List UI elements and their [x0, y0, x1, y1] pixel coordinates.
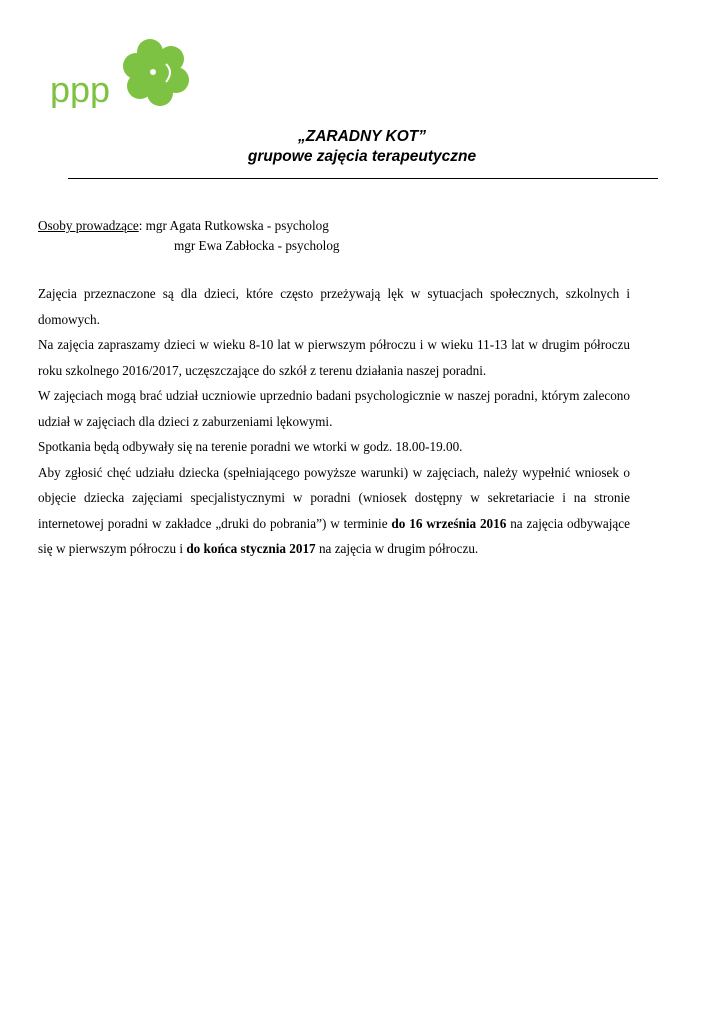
paragraph-5	[38, 460, 630, 562]
paragraph-1: Zajęcia przeznaczone są dla dzieci, które często przeżywają lęk w sytuacjach społecznych, szkolnych i domowych.	[38, 286, 630, 327]
ppp-logo	[50, 38, 192, 108]
leader-first: mgr Agata Rutkowska - psycholog	[145, 218, 329, 233]
leaders-block	[38, 216, 658, 256]
document-subtitle: grupowe zajęcia terapeutyczne	[247, 148, 477, 165]
deadline-second: do końca stycznia 2017	[186, 541, 316, 556]
logo-text: ppp	[50, 69, 111, 108]
paragraph-5-part-2: na zajęcia odbywające się w pierwszym półroczu i	[38, 515, 630, 556]
leaders-label: Osoby prowadzące	[38, 218, 139, 233]
leaders-separator: :	[138, 218, 146, 233]
document-title: „ZARADNY KOT”	[297, 128, 427, 145]
deadline-first: do 16 września 2016	[391, 515, 507, 531]
header-divider	[68, 178, 658, 179]
paragraph-5-part-3: na zajęcia w drugim półroczu.	[315, 541, 479, 556]
leader-row-2	[38, 236, 658, 256]
paragraph-4: Spotkania będą odbywały się na terenie poradni we wtorki w godz. 18.00-19.00.	[38, 439, 463, 454]
leader-second: mgr Ewa Zabłocka - psycholog	[174, 238, 340, 253]
paragraph-2: Na zajęcia zapraszamy dzieci w wieku 8-10 lat w pierwszym półroczu i w wieku 11-13 lat w drugim półroczu roku szkolnego 2016/2017, uczęszczające do szkół z terenu działania naszej poradni.	[38, 337, 630, 378]
document-body	[38, 281, 630, 562]
paragraph-3: W zajęciach mogą brać udział uczniowie uprzednio badani psychologicznie w naszej poradni, którym zalecono udział w zajęciach dla dzieci z zaburzeniami lękowymi.	[38, 388, 630, 429]
paragraph-5-part-1: Aby zgłosić chęć udziału dziecka (spełniającego powyższe warunki) w zajęciach, należy wypełnić wniosek o objęcie dziecka zajęciami specjalistycznymi w poradni (wniosek dostępny w sekretariacie i na stronie internetowej poradni w zakładce „druki do pobrania”) w terminie	[38, 464, 630, 531]
leader-row-1	[38, 216, 658, 236]
